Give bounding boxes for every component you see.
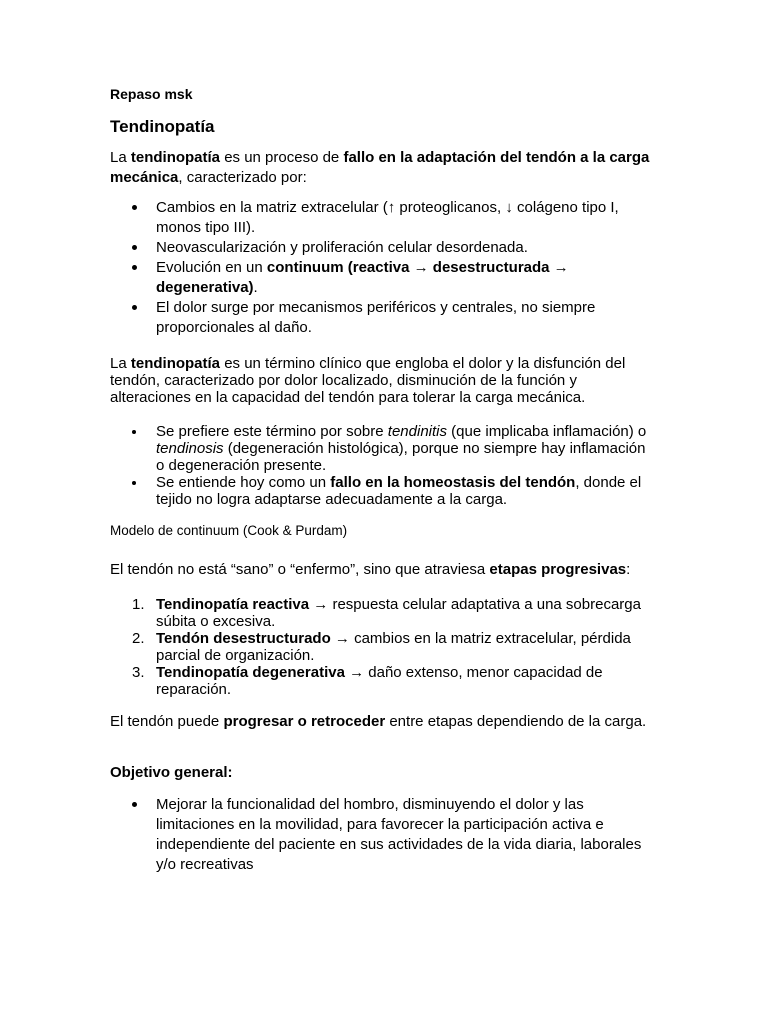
evolution-text-1: Evolución en un bbox=[156, 259, 267, 276]
progress-text-1: El tendón puede bbox=[110, 713, 224, 730]
intro-text-2: es un proceso de bbox=[220, 149, 344, 166]
list-item bbox=[110, 258, 650, 298]
continuum-text-2: : bbox=[626, 561, 631, 578]
definition-text-2: es un término clínico que engloba el dolor y la disfunción del tendón, caracterizado por dolor localizado, disminución de la función y alteraciones en la capacidad del tendón para tolerar la carga mecánica. bbox=[110, 355, 626, 406]
bullet-icon bbox=[132, 305, 137, 310]
bullet-icon bbox=[132, 481, 136, 485]
stage-number: 1. bbox=[132, 596, 145, 613]
note-text-3: (degeneración histológica), porque no siempre hay inflamación o degeneración presente. bbox=[156, 440, 646, 474]
note-bold: fallo en la homeostasis del tendón bbox=[330, 474, 576, 491]
list-item bbox=[110, 238, 650, 258]
continuum-bold: etapas progresivas bbox=[489, 561, 627, 578]
list-item bbox=[110, 795, 650, 875]
intro-paragraph bbox=[110, 148, 650, 188]
objective-heading: Objetivo general: bbox=[110, 764, 233, 781]
bullet-icon bbox=[132, 245, 137, 250]
definition-paragraph bbox=[110, 355, 650, 406]
stage-desc: → daño extenso, menor capacidad de reparación. bbox=[156, 664, 603, 698]
intro-bold-2: fallo en la adaptación del tendón a la carga mecánica bbox=[110, 149, 650, 186]
bullet-icon bbox=[132, 802, 137, 807]
definition-bold: tendinopatía bbox=[130, 355, 221, 372]
intro-text-1: La bbox=[110, 149, 131, 166]
feature-text: El dolor surge por mecanismos periféricos y centrales, no siempre proporcionales al daño. bbox=[156, 299, 596, 336]
intro-text-3: , caracterizado por: bbox=[178, 169, 307, 186]
feature-text: Cambios en la matriz extracelular (↑ proteoglicanos, ↓ colágeno tipo I, monos tipo III). bbox=[156, 199, 619, 236]
evolution-bold: continuum (reactiva → desestructurada → degenerativa) bbox=[156, 259, 569, 296]
continuum-text-1: El tendón no está “sano” o “enfermo”, sino que atraviesa bbox=[110, 561, 490, 578]
section-heading-continuum: Modelo de continuum (Cook & Purdam) bbox=[110, 523, 348, 538]
note-italic-1: tendinitis bbox=[387, 423, 447, 440]
list-item bbox=[110, 630, 650, 664]
continuum-intro bbox=[110, 560, 650, 580]
notes-list bbox=[110, 423, 650, 508]
stage-name: Tendinopatía degenerativa bbox=[156, 664, 345, 681]
stage-desc: → respuesta celular adaptativa a una sobrecarga súbita o excesiva. bbox=[156, 596, 641, 630]
note-italic-2: tendinosis bbox=[156, 440, 224, 457]
stage-number: 3. bbox=[132, 664, 145, 681]
note-text-2: (que implicaba inflamación) o bbox=[447, 423, 647, 440]
bullet-icon bbox=[132, 265, 137, 270]
note-text-4: Se entiende hoy como un bbox=[156, 474, 331, 491]
progress-bold: progresar o retroceder bbox=[223, 713, 386, 730]
note-text-5: , donde el tejido no logra adaptarse adecuadamente a la carga. bbox=[156, 474, 642, 508]
intro-bold-1: tendinopatía bbox=[130, 149, 221, 166]
definition-text-1: La bbox=[110, 355, 131, 372]
stage-desc: → cambios en la matriz extracelular, pérdida parcial de organización. bbox=[156, 630, 631, 664]
list-item bbox=[110, 423, 650, 474]
stage-name: Tendón desestructurado bbox=[156, 630, 331, 647]
list-item bbox=[110, 474, 650, 508]
stage-number: 2. bbox=[132, 630, 145, 647]
bullet-icon bbox=[132, 430, 136, 434]
document-label: Repaso msk bbox=[110, 86, 193, 102]
progress-paragraph bbox=[110, 713, 650, 730]
stage-name: Tendinopatía reactiva bbox=[156, 596, 310, 613]
stages-list bbox=[110, 596, 650, 698]
page-title: Tendinopatía bbox=[110, 117, 215, 136]
list-item bbox=[110, 198, 650, 238]
list-item bbox=[110, 298, 650, 338]
list-item bbox=[110, 664, 650, 698]
list-item bbox=[110, 596, 650, 630]
features-list bbox=[110, 198, 650, 338]
progress-text-2: entre etapas dependiendo de la carga. bbox=[385, 713, 647, 730]
objective-list bbox=[110, 795, 650, 875]
note-text-1: Se prefiere este término por sobre bbox=[156, 423, 388, 440]
evolution-text-2: . bbox=[253, 279, 258, 296]
feature-text: Neovascularización y proliferación celular desordenada. bbox=[156, 239, 528, 256]
bullet-icon bbox=[132, 205, 137, 210]
objective-text: Mejorar la funcionalidad del hombro, disminuyendo el dolor y las limitaciones en la movilidad, para favorecer la participación activa e independiente del paciente en sus actividades de la vida diaria, laborales y/o recreativas bbox=[156, 796, 642, 873]
